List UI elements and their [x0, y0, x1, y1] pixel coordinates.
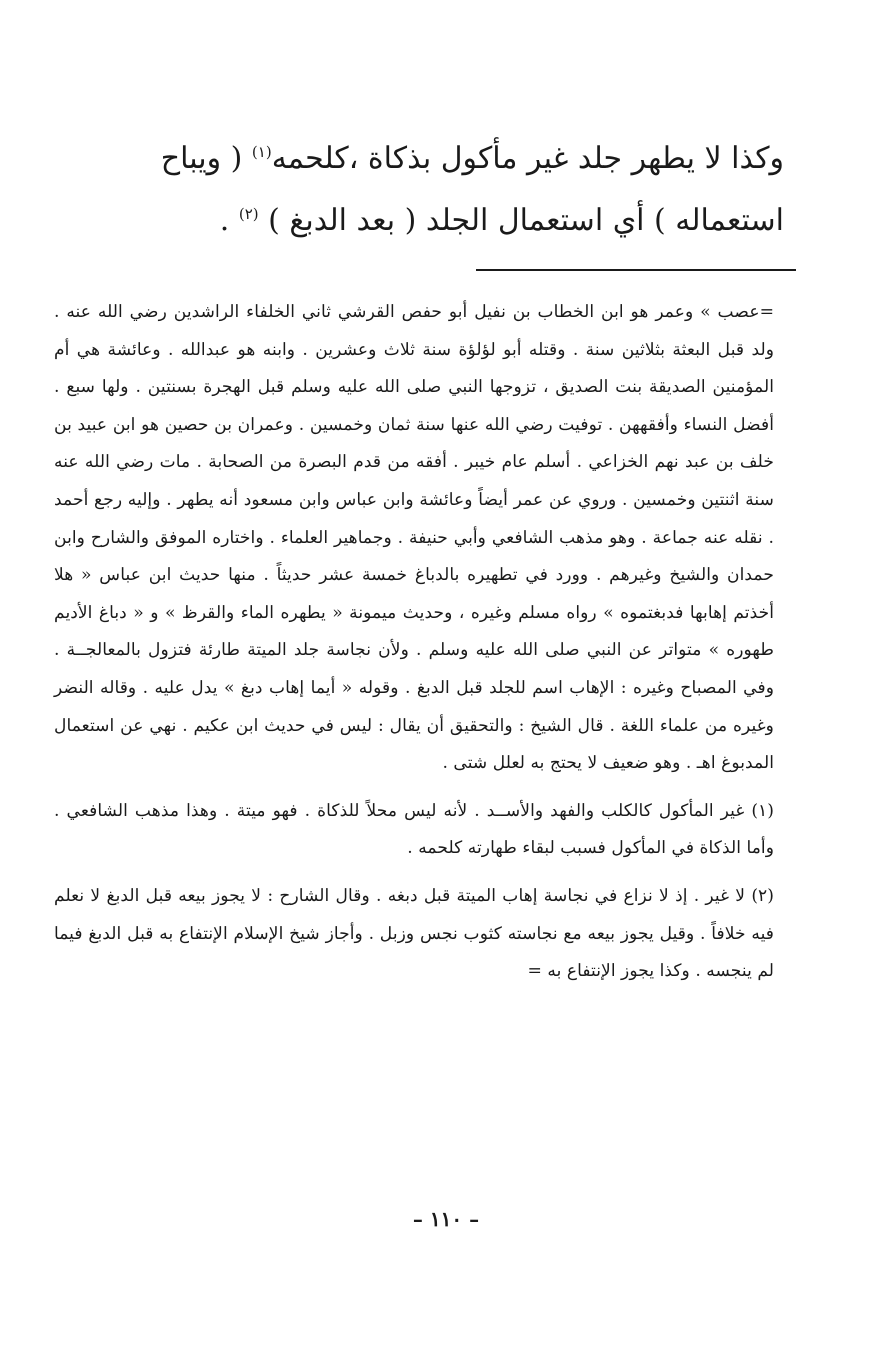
footnotes [54, 294, 774, 991]
footnote-separator [476, 269, 796, 271]
footnote-1: (١) غير المأكول كالكلب والفهد والأســد . لأنه ليس محلاً للذكاة . فهو ميتة . وهذا مذهب الشافعي . وأما الذكاة في المأكول فسبب لبقاء طهارته كلحمه . [54, 800, 774, 859]
footnote-continued: =عصب » وعمر هو ابن الخطاب بن نفيل أبو حفص القرشي ثاني الخلفاء الراشدين رضي الله عنه . ولد قبل البعثة بثلاثين سنة . وقتله أبو لؤلؤة سنة ثلاث وعشرين . وابنه هو عبدالله . وعائشة هي أم المؤمنين الصديقة بنت الصديق ، تزوجها النبي صلى الله عليه وسلم قبل الهجرة بسنتين . ولها سبع . أفضل النساء وأفقههن . توفيت رضي الله عنها سنة ثمان وخمسين . وعمران بن حصين هو ابن عبيد بن خلف بن عبد نهم الخزاعي . أسلم عام خيبر . أفقه من قدم البصرة من الصحابة . مات رضي الله عنه سنة اثنتين وخمسين . وروي عن عمر أيضاً وعائشة وابن عباس وابن مسعود أنه يطهر . وإليه رجع أحمد . نقله عنه جماعة . وهو مذهب الشافعي وأبي حنيفة . وجماهير العلماء . واختاره الموفق والشارح وابن حمدان والشيخ وغيرهم . وورد في تطهيره بالدباغ خمسة عشر حديثاً . منها حديث ابن عباس « هلا أخذتم إهابها فدبغتموه » رواه مسلم وغيره ، وحديث ميمونة « يطهره الماء والقرظ » و « دباغ الأديم طهوره » متواتر عن النبي صلى الله عليه وسلم . ولأن نجاسة جلد الميتة طارئة فتزول بالمعالجــة . وفي المصباح وغيره : الإهاب اسم للجلد قبل الدبغ . وقوله « أيما إهاب دبغ » يدل عليه . وقاله النضر وغيره من علماء اللغة . قال الشيخ : والتحقيق أن يقال : ليس في حديث ابن عكيم . نهي عن استعمال المدبوغ اهـ . وهو ضعيف لا يحتج به لعلل شتى . [54, 302, 774, 774]
main-line-1 [104, 128, 784, 190]
page-number: – ١١٠ – [412, 1207, 480, 1231]
main-line-2 [104, 190, 784, 252]
main-line-1-tail: ( ويباح [160, 141, 252, 176]
main-line-1-text: وكذا لا يطهر جلد غير مأكول بذكاة ،كلحمه [271, 141, 784, 176]
main-line-2-tail: . [219, 203, 239, 238]
footnote-ref-2[interactable]: (٢) [238, 205, 259, 223]
main-line-2-text: استعماله ) أي استعمال الجلد ( بعد الدبغ ) [268, 203, 784, 238]
footnote-ref-1[interactable]: (١) [251, 143, 272, 161]
footnote-2: (٢) لا غير . إذ لا نزاع في نجاسة إهاب الميتة قبل دبغه . وقال الشارح : لا يجوز بيعه قبل الدبغ لا نعلم فيه خلافاً . وقيل يجوز بيعه مع نجاسته كثوب نجس وزبل . وأجاز شيخ الإسلام الإنتفاع به قبل الدبغ فيما لم ينجسه . وكذا يجوز الإنتفاع به = [54, 885, 774, 982]
main-text [104, 128, 784, 252]
